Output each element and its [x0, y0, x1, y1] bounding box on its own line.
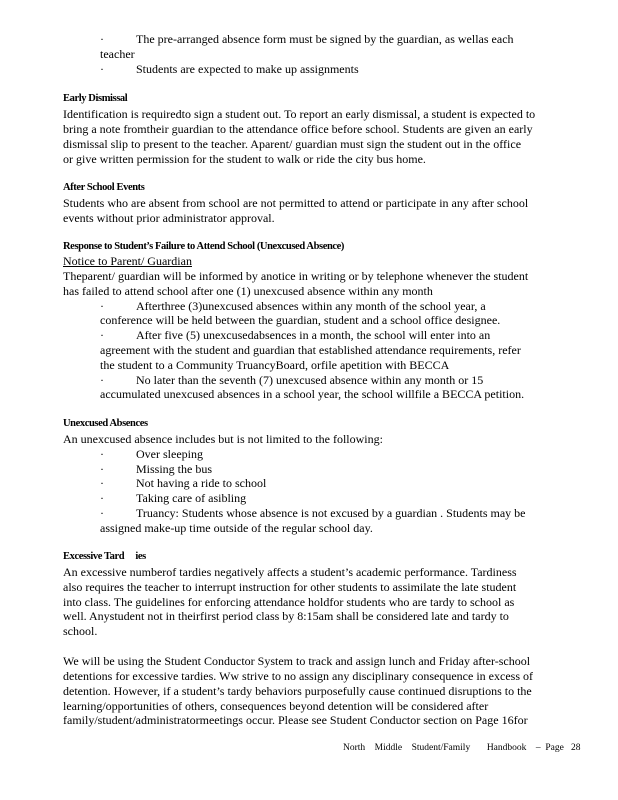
paragraph-line: detention. However, if a student’s tardy behaviors purposefully cause continued disruptions to the	[63, 684, 532, 698]
paragraph-line: An excessive numberof tardies negatively affects a student’s academic performance. Tardiness	[63, 565, 517, 579]
paragraph-line: Theparent/ guardian will be informed by anotice in writing or by telephone whenever the student	[63, 269, 529, 283]
paragraph-line: We will be using the Student Conductor System to track and assign lunch and Friday after-school	[63, 654, 531, 668]
intro-line: teacher	[100, 47, 135, 61]
paragraph-line: has failed to attend school after one (1) unexcused absence within any month	[63, 284, 433, 298]
bullet-marker: ·	[100, 62, 104, 76]
list-item: Truancy: Students whose absence is not excused by a guardian . Students may be	[136, 506, 526, 520]
paragraph-line: also requires the teacher to interrupt instruction for other students to assimilate the late student	[63, 580, 517, 594]
paragraph-line: into class. The guidelines for enforcing attendance holdfor students who are tardy to school as	[63, 595, 515, 609]
bullet-line: No later than the seventh (7) unexcused absence within any month or 15	[136, 373, 484, 387]
intro-line: The pre-arranged absence form must be signed by the guardian, as wellas each	[136, 32, 514, 46]
section-heading-unexcused-absences: Unexcused Absences	[63, 418, 148, 429]
section-heading-unexcused-response: Response to Student’s Failure to Attend School (Unexcused Absence)	[63, 241, 345, 252]
bullet-marker: ·	[100, 447, 104, 461]
bullet-marker: ·	[100, 491, 104, 505]
bullet-marker: ·	[100, 328, 104, 342]
paragraph-line: Students who are absent from school are not permitted to attend or participate in any after school	[63, 196, 529, 210]
paragraph-line: bring a note fromtheir guardian to the attendance office before school. Students are given an early	[63, 122, 533, 136]
paragraph-line: events without prior administrator approval.	[63, 211, 275, 225]
paragraph-line: or give written permission for the student to walk or ride the city bus home.	[63, 152, 426, 166]
bullet-line: agreement with the student and guardian that established attendance requirements, refer	[100, 343, 521, 357]
intro-line: Students are expected to make up assignments	[136, 62, 359, 76]
list-item: Taking care of asibling	[136, 491, 247, 505]
subheading-notice: Notice to Parent/ Guardian	[63, 254, 192, 268]
list-item: Missing the bus	[136, 462, 213, 476]
list-item: assigned make-up time outside of the regular school day.	[100, 521, 373, 535]
bullet-marker: ·	[100, 462, 104, 476]
paragraph-line: An unexcused absence includes but is not limited to the following:	[63, 432, 383, 446]
section-heading-early-dismissal: Early Dismissal	[63, 93, 128, 104]
paragraph-line: learning/opportunities of others, consequences beyond detention will be considered after	[63, 699, 489, 713]
bullet-marker: ·	[100, 373, 104, 387]
list-item: Over sleeping	[136, 447, 203, 461]
bullet-marker: ·	[100, 476, 104, 490]
bullet-marker: ·	[100, 32, 104, 46]
bullet-line: accumulated unexcused absences in a school year, the school willfile a BECCA petition.	[100, 387, 525, 401]
bullet-line: Afterthree (3)unexcused absences within any month of the school year, a	[136, 299, 486, 313]
list-item: Not having a ride to school	[136, 476, 267, 490]
paragraph-line: family/student/administratormeetings occur. Please see Student Conductor section on Page 16for	[63, 713, 528, 727]
paragraph-line: detentions for excessive tardies. Ww strive to no assign any disciplinary consequence in excess of	[63, 669, 533, 683]
bullet-marker: ·	[100, 299, 104, 313]
page-footer: North Middle Student/Family Handbook – Page 28	[343, 743, 581, 753]
bullet-line: the student to a Community TruancyBoard, orfile apetition with BECCA	[100, 358, 450, 372]
section-heading-after-school: After School Events	[63, 182, 145, 193]
paragraph-line: school.	[63, 624, 98, 638]
bullet-marker: ·	[100, 506, 104, 520]
paragraph-line: dismissal slip to present to the teacher. Aparent/ guardian must sign the student out in the office	[63, 137, 522, 151]
paragraph-line: well. Anystudent not in theirfirst period class by 8:15am shall be considered late and tardy to	[63, 609, 509, 623]
paragraph-line: Identification is requiredto sign a student out. To report an early dismissal, a student is expected to	[63, 107, 536, 121]
bullet-line: After five (5) unexcusedabsences in a month, the school will enter into an	[136, 328, 491, 342]
section-heading-excessive-tardies: Excessive Tard ies	[63, 551, 146, 562]
bullet-line: conference will be held between the guardian, student and a school office designee.	[100, 313, 501, 327]
